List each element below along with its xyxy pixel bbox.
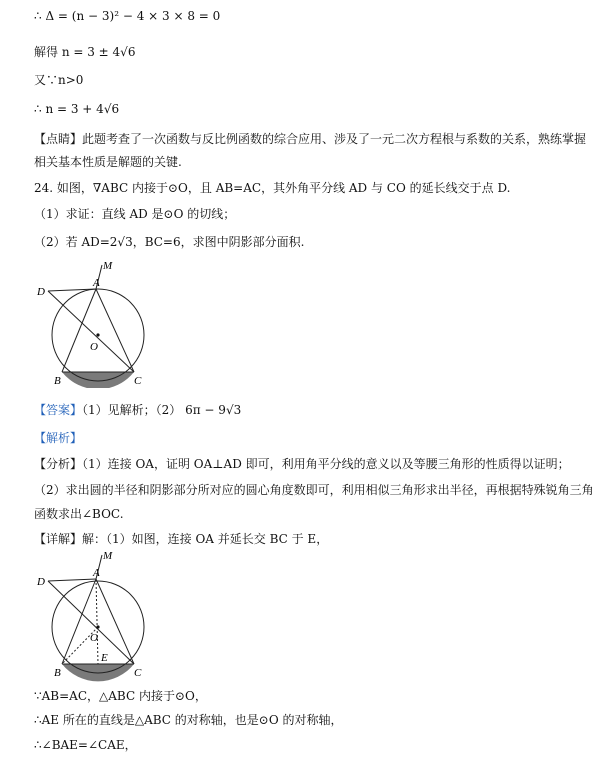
label-b: B <box>54 667 61 679</box>
label-d: D <box>37 286 45 298</box>
label-e: E <box>101 652 108 664</box>
label-o: O <box>90 341 98 353</box>
eq-result: ∴ n = 3 + 4√6 <box>34 102 120 116</box>
geometry-figure-1 <box>30 258 160 388</box>
segment-da <box>48 579 96 581</box>
label-c: C <box>134 667 142 679</box>
label-o: O <box>90 632 98 644</box>
eq-solve: 解得 n = 3 ± 4√6 <box>34 45 136 59</box>
answer-text: （1）见解析；（2） 6π − 9√3 <box>82 403 242 417</box>
label-c: C <box>134 375 142 387</box>
dianjing-text-cont: 相关基本性质是解题的关键. <box>34 155 182 169</box>
jiexi-tag: 【解析】 <box>34 431 83 445</box>
label-b: B <box>54 375 61 387</box>
center-point <box>96 625 99 628</box>
problem-24-part1: （1）求证：直线 AD 是⊙O 的切线； <box>34 207 236 221</box>
segment-dc <box>48 581 134 664</box>
dianjing-text: 【点睛】此题考查了一次函数与反比例函数的综合应用、涉及了一元二次方程根与系数的关系，熟练掌握 <box>34 132 587 146</box>
analysis-text-2: （2）求出圆的半径和阴影部分所对应的圆心角度数即可，利用相似三角形求出半径，再根据特殊锐角三角 <box>34 483 594 497</box>
shaded-segment <box>62 372 134 388</box>
segment-dc <box>48 291 134 372</box>
geometry-figure-2 <box>30 548 160 683</box>
label-m: M <box>103 550 113 562</box>
label-d: D <box>37 576 45 588</box>
problem-24-stem: 24. 如图，∇ABC 内接于⊙O，且 AB=AC，其外角平分线 AD 与 CO 的延长线交于点 D. <box>34 181 511 195</box>
segment-ac <box>96 289 134 372</box>
detail-solution: 【详解】解：（1）如图，连接 OA 并延长交 BC 于 E， <box>34 532 329 546</box>
label-m: M <box>103 260 113 272</box>
center-point <box>96 333 99 336</box>
segment-ab <box>62 579 96 664</box>
eq-condition: 又∵n>0 <box>34 73 84 87</box>
detail-step-3: ∴∠BAE=∠CAE， <box>34 738 137 752</box>
problem-24-part2: （2）若 AD=2√3，BC=6，求图中阴影部分面积. <box>34 235 305 249</box>
answer-tag: 【答案】 <box>34 403 83 417</box>
eq-discriminant: ∴ Δ = (n − 3)² − 4 × 3 × 8 = 0 <box>34 9 221 23</box>
segment-ae-dashed <box>96 579 98 664</box>
answer-line <box>34 402 241 418</box>
analysis-text-3: 函数求出∠BOC. <box>34 507 124 521</box>
detail-step-1: ∵AB=AC，△ABC 内接于⊙O， <box>34 689 207 703</box>
label-a: A <box>93 567 100 579</box>
detail-step-2: ∴AE 所在的直线是△ABC 的对称轴，也是⊙O 的对称轴， <box>34 713 343 727</box>
analysis-text: 【分析】（1）连接 OA，证明 OA⊥AD 即可，利用角平分线的意义以及等腰三角形的性质得以证明； <box>34 457 570 471</box>
label-a: A <box>93 277 100 289</box>
